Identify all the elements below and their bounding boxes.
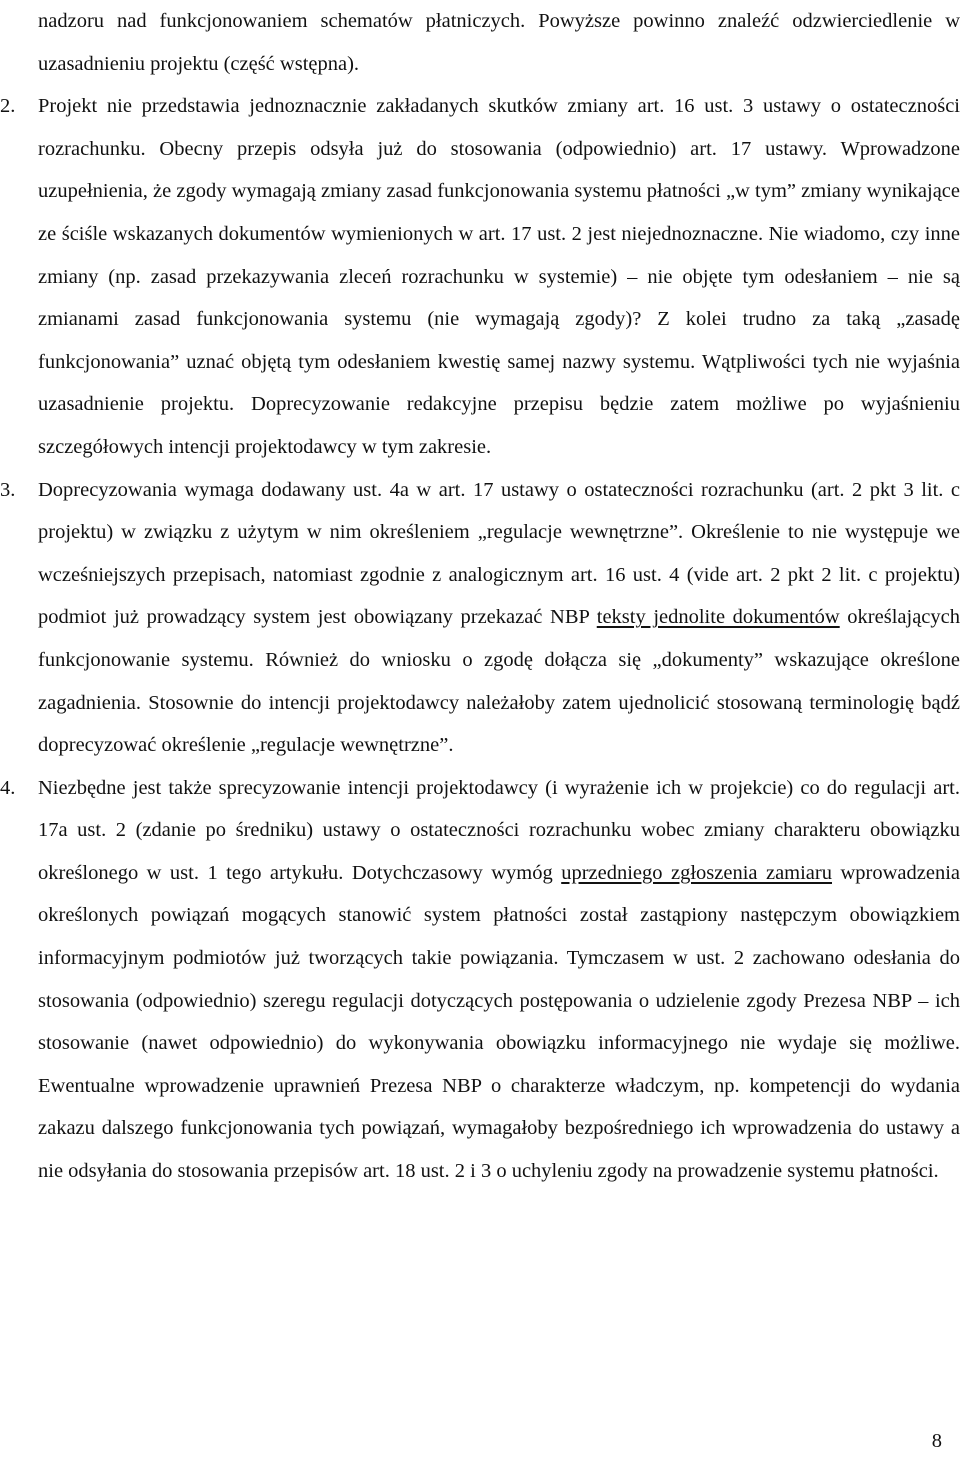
item-text: Projekt nie przedstawia jednoznacznie zakładanych skutków zmiany art. 16 ust. 3 ustawy o ostateczności rozrachunku. Obecny przepis odsyła już do stosowania (odpowiednio) art. 17 ustawy. Wprowadzone uzupełnienia, że zgody wymagają zmiany zasad funkcjonowania systemu płatności „w tym” zmiany wynikające ze ściśle wskazanych dokumentów wymienionych w art. 17 ust. 2 jest niejednoznaczne. Nie wiadomo, czy inne zmiany (np. zasad przekazywania zleceń rozrachunku w systemie) – nie objęte tym odesłaniem – nie są zmianami zasad funkcjonowania systemu (nie wymagają zgody)? Z kolei trudno za taką „zasadę funkcjonowania” uznać objętą tym odesłaniem kwestię samej nazwy systemu. Wątpliwości tych nie wyjaśnia uzasadnienie projektu. Doprecyzowanie redakcyjne przepisu będzie zatem możliwe po wyjaśnieniu szczegółowych intencji projektodawcy w tym zakresie.: [38, 95, 960, 458]
item-text-part: Doprecyzowania wymaga dodawany ust. 4a w art. 17 ustawy o ostateczności rozrachunku (art. 2 pkt 3 lit. c projektu) w związku z użytym w nim określeniem „regulacje wewnętrzne”. Określenie to nie występuje we wcześniejszych przepisach, natomiast zgodnie z analogicznym art. 16 ust. 4 (vide art. 2 pkt 2 lit. c projektu) podmiot już prowadzący system jest obowiązany przekazać NBP: [38, 478, 960, 629]
list-item-4: 4. Niezbędne jest także sprecyzowanie intencji projektodawcy (i wyrażenie ich w projekcie) co do regulacji art. 17a ust. 2 (zdanie po średniku) ustawy o ostateczności rozrachunku wobec zmiany charakteru obowiązku określonego w ust. 1 tego artykułu. Dotychczasowy wymóg uprzedniego zgłoszenia zamiaru wprowadzenia określonych powiązań mogących stanowić system płatności został zastąpiony następczym obowiązkiem informacyjnym podmiotów już tworzących takie powiązania. Tymczasem w ust. 2 zachowano odesłania do stosowania (odpowiednio) szeregu regulacji dotyczących postępowania o udzielenie zgody Prezesa NBP – ich stosowanie (nawet odpowiednio) do wykonywania obowiązku informacyjnego nie wydaje się możliwe. Ewentualne wprowadzenie uprawnień Prezesa NBP o charakterze władczym, np. kompetencji do wydania zakazu dalszego funkcjonowania tych powiązań, wymagałoby bezpośredniego ich wprowadzenia do ustawy a nie odsyłania do stosowania przepisów art. 18 ust. 2 i 3 o uchyleniu zgody na prowadzenie systemu płatności.: [38, 767, 960, 1193]
item-text: [38, 469, 960, 767]
list-item-2: 2. Projekt nie przedstawia jednoznacznie zakładanych skutków zmiany art. 16 ust. 3 ustawy o ostateczności rozrachunku. Obecny przepis odsyła już do stosowania (odpowiednio) art. 17 ustawy. Wprowadzone uzupełnienia, że zgody wymagają zmiany zasad funkcjonowania systemu płatności „w tym” zmiany wynikające ze ściśle wskazanych dokumentów wymienionych w art. 17 ust. 2 jest niejednoznaczne. Nie wiadomo, czy inne zmiany (np. zasad przekazywania zleceń rozrachunku w systemie) – nie objęte tym odesłaniem – nie są zmianami zasad funkcjonowania systemu (nie wymagają zgody)? Z kolei trudno za taką „zasadę funkcjonowania” uznać objętą tym odesłaniem kwestię samej nazwy systemu. Wątpliwości tych nie wyjaśnia uzasadnienie projektu. Doprecyzowanie redakcyjne przepisu będzie zatem możliwe po wyjaśnieniu szczegółowych intencji projektodawcy w tym zakresie.: [38, 85, 960, 468]
item-text: [38, 767, 960, 1193]
item-text-part: Niezbędne jest także sprecyzowanie intencji projektodawcy (i wyrażenie ich w projekcie) co do regulacji art. 17a ust. 2 (zdanie po średniku) ustawy o ostateczności rozrachunku wobec zmiany charakteru obowiązku określonego w ust. 1 tego artykułu. Dotychczasowy wymóg: [38, 776, 960, 884]
underlined-phrase: teksty jednolite dokumentów: [596, 606, 840, 629]
item-text-part: wprowadzenia określonych powiązań mogących stanowić system płatności został zastąpiony następczym obowiązkiem informacyjnym podmiotów już tworzących takie powiązania. Tymczasem w ust. 2 zachowano odesłania do stosowania (odpowiednio) szeregu regulacji dotyczących postępowania o udzielenie zgody Prezesa NBP – ich stosowanie (nawet odpowiednio) do wykonywania obowiązku informacyjnego nie wydaje się możliwe. Ewentualne wprowadzenie uprawnień Prezesa NBP o charakterze władczym, np. kompetencji do wydania zakazu dalszego funkcjonowania tych powiązań, wymagałoby bezpośredniego ich wprowadzenia do ustawy a nie odsyłania do stosowania przepisów art. 18 ust. 2 i 3 o uchyleniu zgody na prowadzenie systemu płatności.: [38, 861, 960, 1183]
intro-paragraph: nadzoru nad funkcjonowaniem schematów płatniczych. Powyższe powinno znaleźć odzwierciedlenie w uzasadnieniu projektu (część wstępna).: [38, 10, 960, 75]
list-item-3: 3. Doprecyzowania wymaga dodawany ust. 4a w art. 17 ustawy o ostateczności rozrachunku (art. 2 pkt 3 lit. c projektu) w związku z użytym w nim określeniem „regulacje wewnętrzne”. Określenie to nie występuje we wcześniejszych przepisach, natomiast zgodnie z analogicznym art. 16 ust. 4 (vide art. 2 pkt 2 lit. c projektu) podmiot już prowadzący system jest obowiązany przekazać NBP teksty jednolite dokumentów określających funkcjonowanie systemu. Również do wniosku o zgodę dołącza się „dokumenty” wskazujące określone zagadnienia. Stosownie do intencji projektodawcy należałoby zatem ujednolicić stosowaną terminologię bądź doprecyzować określenie „regulacje wewnętrzne”.: [38, 469, 960, 767]
page-number: 8: [931, 1430, 942, 1452]
item-text-part: określających funkcjonowanie systemu. Również do wniosku o zgodę dołącza się „dokumenty” wskazujące określone zagadnienia. Stosownie do intencji projektodawcy należałoby zatem ujednolicić stosowaną terminologię bądź doprecyzować określenie „regulacje wewnętrzne”.: [38, 606, 960, 757]
underlined-phrase: uprzedniego zgłoszenia zamiaru: [561, 861, 832, 884]
